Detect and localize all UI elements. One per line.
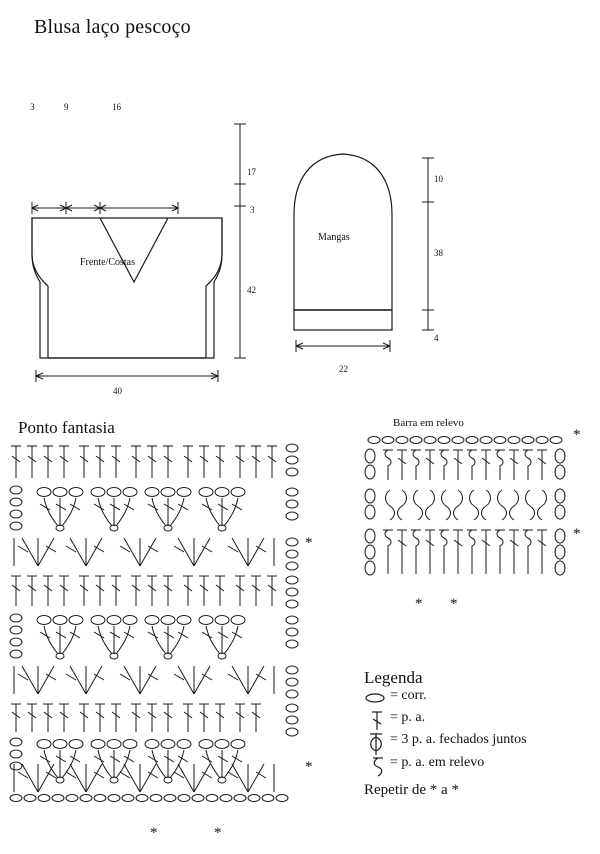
- legend-item-label: = corr.: [390, 688, 427, 703]
- repeat-marker-asterisk: *: [573, 427, 581, 443]
- body-measure-right-1: 17: [247, 167, 256, 177]
- page-title: Blusa laço pescoço: [34, 16, 191, 38]
- legend-item-label: = p. a. em relevo: [390, 755, 485, 770]
- oval-chain-icon: [364, 690, 386, 706]
- body-measure-top-2: 9: [64, 102, 69, 112]
- legend-title: Legenda: [364, 668, 423, 687]
- legend-item-label: = p. a.: [390, 710, 426, 725]
- sleeve-measure-3: 4: [434, 333, 439, 343]
- double-crochet-icon: [368, 710, 386, 732]
- sleeve-measure-2: 38: [434, 248, 443, 258]
- repeat-marker-asterisk: *: [305, 759, 313, 775]
- repeat-marker-asterisk: *: [214, 825, 222, 841]
- sleeve-measure-bottom: 22: [339, 364, 348, 374]
- barra-em-relevo-chart: [358, 432, 583, 612]
- sleeve-piece-label: Mangas: [318, 232, 350, 243]
- repeat-marker-asterisk: *: [450, 596, 458, 612]
- body-measure-top-3: 16: [112, 102, 121, 112]
- relief-dc-icon: [368, 756, 386, 778]
- body-schematic: [18, 96, 268, 396]
- ponto-fantasia-heading: Ponto fantasia: [18, 418, 115, 437]
- ponto-fantasia-chart: [8, 436, 318, 818]
- body-measure-top-1: 3: [30, 102, 35, 112]
- three-dc-together-icon: [364, 732, 388, 756]
- body-measure-right-2: 3: [250, 205, 255, 215]
- barra-em-relevo-heading: Barra em relevo: [393, 417, 464, 429]
- sleeve-schematic: [288, 140, 458, 370]
- body-measure-right-3: 42: [247, 285, 256, 295]
- sleeve-measure-1: 10: [434, 174, 443, 184]
- repeat-marker-asterisk: *: [573, 526, 581, 542]
- body-measure-bottom: 40: [113, 386, 122, 396]
- legend-repeat-note: Repetir de * a *: [364, 782, 459, 798]
- repeat-marker-asterisk: *: [150, 825, 158, 841]
- legend-item-label: = 3 p. a. fechados juntos: [390, 732, 527, 747]
- repeat-marker-asterisk: *: [415, 596, 423, 612]
- body-piece-label: Frente/Costas: [80, 257, 135, 268]
- repeat-marker-asterisk: *: [305, 535, 313, 551]
